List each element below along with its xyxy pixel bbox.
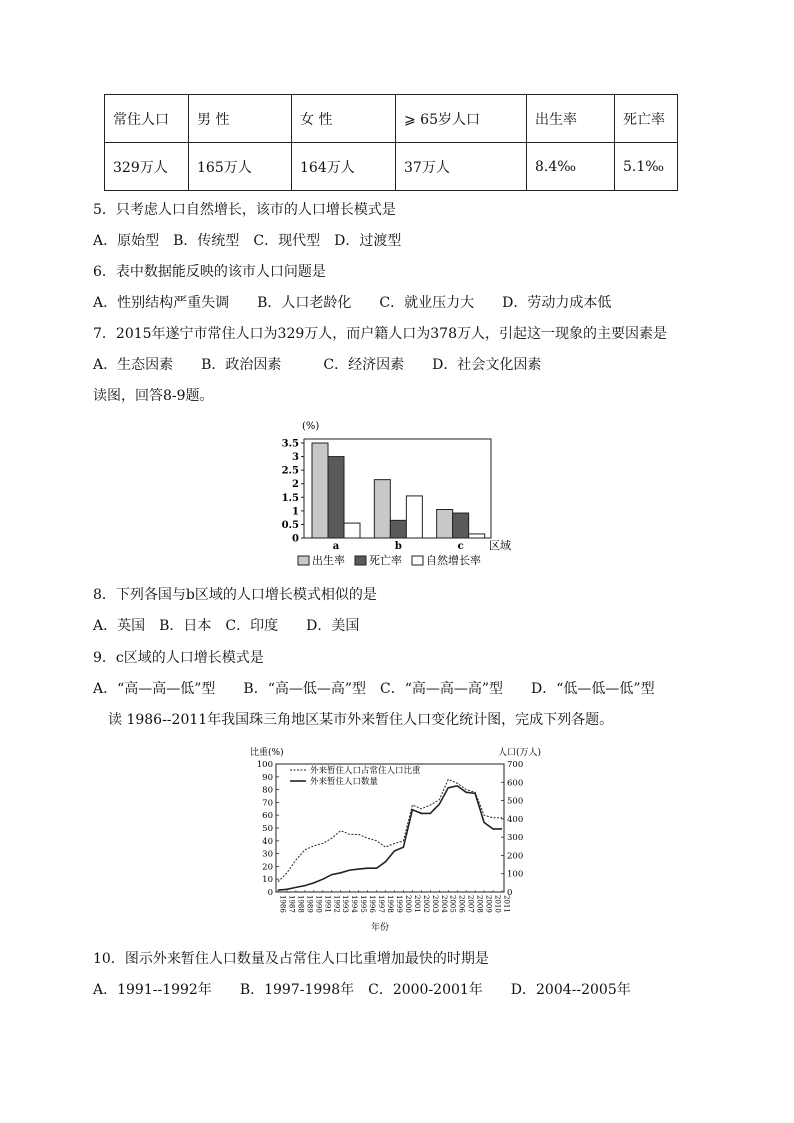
bar-b-1 [374, 480, 390, 538]
bar-a-2 [328, 457, 344, 538]
y-tick-label: 0 [292, 533, 299, 545]
bar-c-2 [453, 513, 469, 538]
table-header-cell: 出生率 [527, 95, 615, 143]
x-tick-label: 2005 [448, 895, 457, 913]
left-tick-label: 20 [262, 862, 273, 873]
table-header-cell: ⩾ 65岁人口 [396, 95, 527, 143]
y-tick-label: 1 [292, 506, 299, 518]
x-tick-label: 2001 [412, 895, 421, 913]
legend-label: 外来暂住人口占常住人口比重 [310, 766, 421, 776]
y-tick-label: 1.5 [281, 492, 299, 504]
x-tick-label: 2010 [493, 895, 502, 913]
x-tick-label: 2006 [457, 895, 466, 913]
x-tick-label: 1995 [359, 895, 368, 913]
x-tick-label: 1988 [296, 895, 305, 913]
left-tick-label: 0 [267, 888, 273, 898]
x-tick-label: 1987 [287, 895, 296, 913]
x-tick-label: 1996 [368, 895, 377, 913]
left-axis-label: 比重(%) [250, 748, 284, 758]
line-chart [250, 744, 550, 936]
legend-label: 外来暂住人口数量 [310, 777, 379, 787]
x-tick-label: 1993 [341, 895, 350, 913]
chart-intro-8-9: 读图，回答8-9题。 [93, 388, 214, 404]
right-tick-label: 0 [507, 888, 513, 898]
question-6-options: A．性别结构严重失调 B．人口老龄化 C．就业压力大 D．劳动力成本低 [93, 295, 612, 311]
table-header-cell: 女 性 [292, 95, 396, 143]
left-tick-label: 70 [262, 798, 273, 809]
x-tick-label: 1999 [394, 895, 403, 913]
left-tick-label: 80 [262, 785, 273, 796]
bar-a-1 [312, 443, 328, 538]
x-axis-label: 区域 [489, 539, 511, 552]
x-tick-label: 1991 [323, 895, 332, 913]
x-tick-label: 1998 [386, 895, 395, 913]
right-tick-label: 700 [507, 760, 524, 770]
table-cell: 5.1‰ [615, 143, 678, 191]
table-cell: 37万人 [396, 143, 527, 191]
x-tick-label: 2004 [439, 895, 448, 913]
x-tick-label: 1997 [377, 895, 386, 913]
question-7-stem: 7．2015年遂宁市常住人口为329万人，而户籍人口为378万人，引起这一现象的主要因素是 [93, 326, 667, 342]
table-value-row [105, 143, 678, 191]
question-8-options: A．英国 B．日本 C．印度 D．美国 [93, 618, 360, 634]
y-tick-label: 0.5 [281, 519, 299, 531]
x-tick-label: 2003 [430, 895, 439, 913]
left-tick-label: 40 [262, 836, 273, 847]
legend-label: 出生率 [312, 554, 345, 567]
bar-a-3 [344, 523, 360, 538]
right-axis-label: 人口(万人) [498, 748, 542, 758]
table-cell: 164万人 [292, 143, 396, 191]
y-tick-label: 3.5 [281, 438, 299, 450]
right-tick-label: 300 [507, 833, 524, 844]
x-tick-label: b [394, 541, 402, 552]
legend-swatch [355, 556, 366, 565]
left-tick-label: 100 [256, 760, 273, 770]
left-tick-label: 90 [262, 772, 273, 783]
right-tick-label: 400 [507, 814, 524, 825]
table-header-cell: 死亡率 [615, 95, 678, 143]
question-8-stem: 8．下列各国与b区域的人口增长模式相似的是 [93, 587, 377, 603]
left-tick-label: 30 [262, 849, 273, 860]
question-5-stem: 5．只考虑人口自然增长，该市的人口增长模式是 [93, 202, 396, 218]
x-tick-label: 1990 [314, 895, 323, 913]
left-tick-label: 10 [262, 875, 273, 886]
question-10-options: A．1991--1992年 B．1997-1998年 C．2000-2001年 D．2004--2005年 [93, 982, 631, 998]
legend-label: 自然增长率 [426, 554, 481, 567]
x-tick-label: c [457, 541, 464, 552]
question-10-stem: 10．图示外来暂住人口数量及占常住人口比重增加最快的时期是 [93, 951, 489, 967]
chart-intro-10: 读 1986--2011年我国珠三角地区某市外来暂住人口变化统计图，完成下列各题。 [108, 712, 614, 728]
y-tick-label: 3 [292, 452, 299, 464]
table-header-cell: 常住人口 [105, 95, 189, 143]
y-tick-label: 2 [292, 479, 299, 491]
population-table [104, 94, 678, 191]
x-tick-label: 2011 [502, 895, 511, 913]
x-tick-label: 1989 [305, 895, 314, 913]
question-6-stem: 6．表中数据能反映的该市人口问题是 [93, 264, 326, 280]
table-cell: 329万人 [105, 143, 189, 191]
bar-c-1 [437, 510, 453, 539]
bar-b-3 [406, 496, 422, 538]
x-tick-label: 1992 [332, 895, 341, 913]
y-tick-label: 2.5 [281, 465, 299, 477]
x-tick-label: 1986 [278, 895, 287, 913]
x-tick-label: a [332, 541, 340, 552]
right-tick-label: 500 [507, 796, 524, 807]
x-tick-label: 2009 [484, 895, 493, 913]
bar-chart [280, 418, 520, 570]
legend-swatch [298, 556, 309, 565]
x-tick-label: 1994 [350, 895, 359, 913]
question-5-options: A．原始型 B．传统型 C．现代型 D．过渡型 [93, 233, 402, 249]
table-cell: 165万人 [189, 143, 292, 191]
x-tick-label: 2000 [403, 895, 412, 913]
legend-label: 死亡率 [369, 554, 402, 567]
table-header-cell: 男 性 [189, 95, 292, 143]
question-9-options: A．“高—高—低”型 B．“高—低—高”型 C．“高—高—高”型 D．“低—低—低”型 [93, 681, 655, 697]
legend-swatch [412, 556, 423, 565]
question-7-options: A．生态因素 B．政治因素 C．经济因素 D．社会文化因素 [93, 357, 542, 373]
right-tick-label: 600 [507, 778, 524, 789]
x-tick-label: 2002 [421, 895, 430, 913]
x-tick-label: 2008 [475, 895, 484, 913]
series-line-2 [278, 786, 502, 890]
question-9-stem: 9．c区域的人口增长模式是 [93, 650, 264, 666]
right-tick-label: 100 [507, 869, 524, 880]
table-cell: 8.4‰ [527, 143, 615, 191]
table-header-row [105, 95, 678, 143]
x-tick-label: 2007 [466, 895, 475, 913]
x-axis-label: 年份 [370, 923, 390, 933]
bar-b-2 [390, 520, 406, 538]
left-tick-label: 60 [262, 811, 273, 822]
y-axis-label: (%) [302, 421, 320, 432]
series-line-1 [278, 779, 502, 881]
right-tick-label: 200 [507, 851, 524, 862]
bar-c-3 [469, 534, 485, 538]
left-tick-label: 50 [262, 824, 273, 834]
